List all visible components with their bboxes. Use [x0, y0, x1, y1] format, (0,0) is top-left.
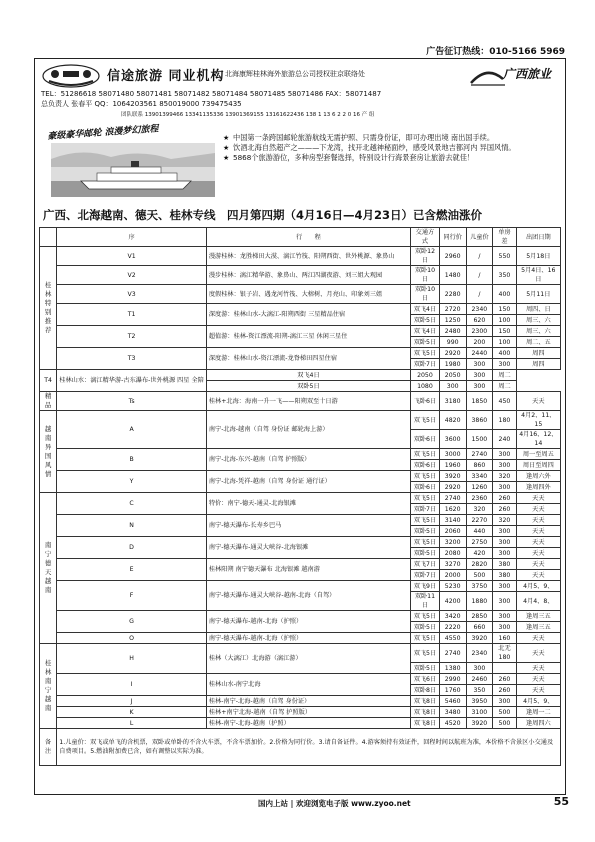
column-header: 出团日期 — [516, 228, 560, 247]
single-supplement-cell: 380 — [493, 570, 516, 581]
single-supplement-cell: 300 — [493, 526, 516, 537]
route-cell: 桂林-南宁-北海-越南（自驾 身份证） — [206, 696, 410, 707]
column-header: 同行价 — [439, 228, 466, 247]
code-cell: F — [57, 581, 207, 611]
transport-cell: 双飞5日 — [411, 471, 440, 482]
cruise-banner — [35, 124, 565, 203]
price-cell: 4200 — [439, 592, 466, 611]
table-row — [40, 515, 561, 526]
departure-date-cell: 天天 — [516, 633, 560, 644]
child-price-cell: 2360 — [466, 493, 493, 504]
route-cell: 桂林（大漓江）北海游（漓江游） — [206, 644, 410, 674]
price-cell: 2220 — [439, 622, 466, 633]
route-cell: 桂林山水：漓江精华游-古东瀑布-世外桃源 四星 全陪 — [57, 370, 207, 392]
price-cell: 3270 — [439, 559, 466, 570]
departure-date-cell: 天天 — [516, 392, 560, 411]
code-cell: L — [57, 718, 207, 729]
departure-date-cell: 周四 — [516, 348, 560, 359]
price-cell: 3480 — [439, 707, 466, 718]
single-supplement-cell: 300 — [493, 696, 516, 707]
route-cell: 桂林阳朔 南宁德天瀑布 北海银滩 越南游 — [206, 559, 410, 581]
route-cell: 桂林-南宁-北海-越南（护照） — [206, 718, 410, 729]
single-supplement-cell: 320 — [493, 471, 516, 482]
price-cell: 2000 — [439, 570, 466, 581]
code-cell: O — [57, 633, 207, 644]
table-body — [40, 247, 561, 729]
departure-date-cell: 逢周三五 — [516, 622, 560, 633]
child-price-cell: 2050 — [439, 370, 466, 381]
transport-cell: 双飞8日 — [411, 707, 440, 718]
table-row — [40, 411, 561, 430]
price-cell: 1960 — [439, 460, 466, 471]
child-price-cell: 3340 — [466, 471, 493, 482]
transport-cell: 双卧12日 — [411, 247, 440, 266]
price-cell: 2920 — [439, 482, 466, 493]
column-header: 序 — [57, 228, 207, 247]
transport-cell: 双卧5日 — [411, 526, 440, 537]
transport-cell: 双卧5日 — [411, 337, 440, 348]
child-price-cell: 200 — [466, 337, 493, 348]
price-cell: 1620 — [439, 504, 466, 515]
departure-date-cell: 周二 — [493, 381, 516, 392]
banner-bullets — [223, 133, 559, 163]
code-cell: B — [57, 449, 207, 471]
transport-cell: 双卧5日 — [411, 663, 440, 674]
departure-date-cell: 4月4、8、 — [516, 592, 560, 611]
single-supplement-cell: 260 — [493, 674, 516, 685]
transport-cell: 双卧10日 — [411, 266, 440, 285]
transport-cell: 双卧8日 — [411, 685, 440, 696]
guangxi-travel-logo-text: 广西旅业 — [503, 67, 552, 81]
price-cell: 2080 — [439, 548, 466, 559]
price-cell: 1080 — [411, 381, 440, 392]
departure-date-cell: 5月4日、16日 — [516, 266, 560, 285]
note-label: 备注 — [40, 729, 57, 766]
code-cell: N — [57, 515, 207, 537]
departure-date-cell: 天天 — [516, 663, 560, 674]
child-price-cell: / — [466, 285, 493, 304]
price-cell: 2960 — [439, 247, 466, 266]
table-row — [40, 696, 561, 707]
code-cell: J — [57, 696, 207, 707]
route-cell: 南宁-德天瀑布-通灵大峡谷-越南-北海（自驾） — [206, 581, 410, 611]
child-price-cell: 2820 — [466, 559, 493, 570]
single-supplement-cell: 350 — [493, 266, 516, 285]
departure-date-cell: 4月2、11、15 — [516, 411, 560, 430]
route-cell: 桂林山水-南宁北海 — [206, 674, 410, 696]
departure-date-cell: 天天 — [516, 515, 560, 526]
departure-date-cell: 逢周三五 — [516, 611, 560, 622]
route-cell: 桂林+南宁北海-越南（自驾 护照版） — [206, 707, 410, 718]
code-cell: T1 — [57, 304, 207, 326]
price-cell: 3140 — [439, 515, 466, 526]
table-row — [40, 581, 561, 592]
departure-date-cell: 天天 — [516, 526, 560, 537]
route-cell: 漫步桂林：漓江精华游、象鼻山、两江四湖夜游、刘三姐大观园 — [206, 266, 410, 285]
transport-cell: 双飞5日 — [411, 644, 440, 663]
note-row — [40, 729, 561, 766]
single-supplement-cell: 300 — [466, 370, 493, 381]
code-cell: D — [57, 537, 207, 559]
transport-cell: 双飞5日 — [411, 611, 440, 622]
table-row — [40, 348, 561, 359]
child-price-cell: 3860 — [466, 411, 493, 430]
departure-date-cell: 4月16、12、14 — [516, 430, 560, 449]
single-supplement-cell: 300 — [493, 581, 516, 592]
xintu-logo-icon — [41, 63, 101, 89]
category-cell: 南宁德天越南 — [40, 493, 57, 644]
transport-cell: 双飞8日 — [411, 696, 440, 707]
departure-date-cell: 周四 — [516, 359, 560, 370]
table-row — [40, 611, 561, 622]
table-row — [40, 718, 561, 729]
route-cell: 南宁-北海-凭祥-越南（自驾 身份证 通行证） — [206, 471, 410, 493]
banner-bullet: ★ 中国第一条跨国邮轮旅游航线无需护照、只需身份证，即可办理出境 南出国手续。 — [223, 133, 559, 143]
code-cell: V2 — [57, 266, 207, 285]
single-supplement-cell: 500 — [493, 718, 516, 729]
banner-bullet: ★ 饮酒北海自然超产之———下龙湾，找开北越神秘面纱，感受风景地吉都河内 异国风情。 — [223, 143, 559, 153]
child-price-cell: 2750 — [466, 537, 493, 548]
departure-date-cell: 逢周四外 — [516, 482, 560, 493]
single-supplement-cell: 300 — [493, 622, 516, 633]
transport-cell: 双卧6日 — [411, 482, 440, 493]
child-price-cell: 660 — [466, 622, 493, 633]
price-cell: 1980 — [439, 359, 466, 370]
code-cell: T2 — [57, 326, 207, 348]
departure-date-cell: 周二 — [493, 370, 516, 381]
single-supplement-cell: 100 — [493, 315, 516, 326]
transport-cell: 双飞4日 — [411, 304, 440, 315]
price-cell: 1480 — [439, 266, 466, 285]
departure-date-cell: 周三、六 — [516, 315, 560, 326]
transport-cell: 双飞5日 — [411, 411, 440, 430]
route-cell: 南宁-德天瀑布-越南-北海（护照） — [206, 611, 410, 633]
child-price-cell: 860 — [466, 460, 493, 471]
single-supplement-cell: 300 — [493, 449, 516, 460]
child-price-cell: 3920 — [466, 633, 493, 644]
category-cell: 桂林特别推荐 — [40, 247, 57, 370]
guangxi-travel-logo — [469, 63, 557, 89]
single-supplement-cell: 300 — [493, 359, 516, 370]
single-supplement-cell: 100 — [493, 337, 516, 348]
table-row — [40, 392, 561, 411]
route-cell: 超值游：桂林-资江漂流-阳朔-漓江三星 休闲三星住 — [206, 326, 410, 348]
transport-cell: 双卧6日 — [411, 460, 440, 471]
child-price-cell: 2460 — [466, 674, 493, 685]
price-cell: 5230 — [439, 581, 466, 592]
table-row — [40, 304, 561, 315]
price-cell: 4520 — [439, 718, 466, 729]
route-cell: 南宁-北海-越南（自驾 身份证 邮轮海上游） — [206, 411, 410, 449]
transport-cell: 双卧5日 — [411, 548, 440, 559]
transport-cell: 双卧10日 — [411, 285, 440, 304]
category-cell: 精品 — [40, 392, 57, 411]
price-cell: 1380 — [439, 663, 466, 674]
child-price-cell: 2850 — [466, 611, 493, 622]
price-cell: 2740 — [439, 644, 466, 663]
child-price-cell: 320 — [466, 504, 493, 515]
child-price-cell: 1880 — [466, 592, 493, 611]
column-header: 行 程 — [206, 228, 410, 247]
child-price-cell: 3100 — [466, 707, 493, 718]
category-cell: 桂林南宁越南 — [40, 644, 57, 729]
footer-text: 国内上站 | 欢迎浏览电子版 www.zyoo.net — [258, 799, 411, 808]
single-supplement-cell: 300 — [493, 482, 516, 493]
departure-date-cell: 天天 — [516, 644, 560, 663]
transport-cell: 双飞5日 — [411, 633, 440, 644]
transport-cell: 双卧7日 — [411, 504, 440, 515]
route-cell: 特价：南宁-德天-通灵-北海银滩 — [206, 493, 410, 515]
transport-cell: 双卧11日 — [411, 592, 440, 611]
code-cell: V3 — [57, 285, 207, 304]
route-cell: 度假桂林：银子岩、遇龙河竹筏、大榕树、月亮山、印象刘三姐 — [206, 285, 410, 304]
child-price-cell: 300 — [466, 663, 493, 674]
contact-phones: TEL：51286618 58071480 58071481 58071482 58071484 58071485 58071486 FAX：58071487 — [41, 90, 382, 98]
transport-cell: 双卧7日 — [411, 359, 440, 370]
departure-date-cell: 4月5、9、 — [516, 581, 560, 592]
departure-date-cell: 4月5、9、 — [516, 696, 560, 707]
route-cell: 深度游：桂林山水-资江漂流-龙脊梯田四星住宿 — [206, 348, 410, 370]
single-supplement-cell: 400 — [493, 285, 516, 304]
route-cell: 南宁-德天瀑布-长寿乡巴马 — [206, 515, 410, 537]
single-supplement-cell: 北无180 — [493, 644, 516, 663]
price-cell: 990 — [439, 337, 466, 348]
departure-date-cell: 周二、五 — [516, 337, 560, 348]
single-supplement-cell: 260 — [493, 504, 516, 515]
code-cell: T3 — [57, 348, 207, 370]
single-supplement-cell: 300 — [493, 611, 516, 622]
contact-mobiles: 团队联系 13901399466 13341135336 13901369155 13161622436 138 1 13 6 2 2 0 16 产 组 — [121, 112, 375, 118]
itinerary-table — [39, 227, 561, 766]
departure-date-cell: 天天 — [516, 559, 560, 570]
transport-cell: 飞卧6日 — [411, 392, 440, 411]
departure-date-cell: 天天 — [516, 685, 560, 696]
table-row — [40, 559, 561, 570]
price-cell: 3600 — [439, 430, 466, 449]
child-price-cell: 1850 — [466, 392, 493, 411]
child-price-cell: 2300 — [466, 326, 493, 337]
departure-date-cell: 周日至周四 — [516, 460, 560, 471]
single-supplement-cell: 260 — [493, 685, 516, 696]
single-supplement-cell: 240 — [493, 430, 516, 449]
page-number: 55 — [553, 795, 569, 808]
departure-date-cell: 天天 — [516, 570, 560, 581]
single-supplement-cell: 300 — [493, 592, 516, 611]
table-row — [40, 644, 561, 663]
transport-cell: 双飞6日 — [411, 674, 440, 685]
single-supplement-cell — [493, 663, 516, 674]
child-price-cell: / — [466, 266, 493, 285]
code-cell: C — [57, 493, 207, 515]
price-cell: 1250 — [439, 315, 466, 326]
brand-subtitle: 北海康辉桂林海外旅游总公司授权驻京联络处 — [225, 70, 365, 78]
single-supplement-cell: 150 — [493, 326, 516, 337]
header — [35, 59, 565, 129]
code-cell: T4 — [40, 370, 57, 392]
departure-date-cell: 周三、六 — [516, 326, 560, 337]
route-cell: 南宁-德天瀑布-通灵大峡谷-北海银滩 — [206, 537, 410, 559]
child-price-cell: 300 — [439, 381, 466, 392]
category-cell: 越南异国风情 — [40, 411, 57, 493]
transport-cell: 双飞5日 — [411, 449, 440, 460]
price-cell: 5460 — [439, 696, 466, 707]
single-supplement-cell: 260 — [493, 493, 516, 504]
single-supplement-cell: 160 — [493, 633, 516, 644]
price-cell: 4820 — [439, 411, 466, 430]
departure-date-cell: 5月11日 — [516, 285, 560, 304]
child-price-cell: 440 — [466, 526, 493, 537]
transport-cell: 双飞8日 — [411, 718, 440, 729]
single-supplement-cell: 300 — [493, 548, 516, 559]
transport-cell: 双飞5日 — [411, 493, 440, 504]
note-text: 1.儿童价：双飞或单飞的含机票，双卧或单卧的不含火车票，不含车票加价。2.价格为同行价。3.请自备证件。4.游客须持有效证件，回程时间以航班为准，本价格不含景区小交通及自费项目。5.燃油附加费已含，如有调整以实际为准。 — [57, 729, 561, 766]
price-cell: 2720 — [439, 304, 466, 315]
price-cell: 2920 — [439, 348, 466, 359]
code-cell: E — [57, 559, 207, 581]
transport-cell: 双卧7日 — [411, 570, 440, 581]
departure-date-cell: 逢周四六 — [516, 718, 560, 729]
table-header-row — [40, 228, 561, 247]
route-cell: 南宁-北海-东兴-越南（自驾 护照版） — [206, 449, 410, 471]
table-row — [40, 493, 561, 504]
price-cell: 3180 — [439, 392, 466, 411]
transport-cell: 双飞5日 — [411, 537, 440, 548]
departure-date-cell: 天天 — [516, 504, 560, 515]
departure-date-cell: 逢周一二 — [516, 707, 560, 718]
price-cell: 1760 — [439, 685, 466, 696]
contact-qq: 总负责人 张春平 QQ：1064203561 850019000 739475435 — [41, 100, 242, 108]
price-cell: 3420 — [439, 611, 466, 622]
departure-date-cell: 周一至周五 — [516, 449, 560, 460]
single-supplement-cell: 300 — [493, 537, 516, 548]
column-header: 儿童价 — [466, 228, 493, 247]
departure-date-cell: 周四、日 — [516, 304, 560, 315]
child-price-cell: 620 — [466, 315, 493, 326]
child-price-cell: / — [466, 247, 493, 266]
price-cell: 2740 — [439, 493, 466, 504]
departure-date-cell: 5月18日 — [516, 247, 560, 266]
single-supplement-cell: 450 — [493, 392, 516, 411]
table-row — [40, 674, 561, 685]
transport-cell: 双飞5日 — [411, 515, 440, 526]
table-row — [40, 266, 561, 285]
column-header: 单房差 — [493, 228, 516, 247]
transport-cell: 双卧5日 — [411, 622, 440, 633]
table-row — [40, 285, 561, 304]
code-cell: Y — [57, 471, 207, 493]
brand-name: 信途旅游 同业机构 — [107, 69, 225, 84]
departure-date-cell: 天天 — [516, 537, 560, 548]
transport-cell: 双飞7日 — [411, 559, 440, 570]
table-row — [40, 471, 561, 482]
price-cell: 4550 — [439, 633, 466, 644]
departure-date-cell: 天天 — [516, 548, 560, 559]
price-cell: 2060 — [439, 526, 466, 537]
route-cell: 桂林+北海：海南一升一飞——阳朔双至十日游 — [206, 392, 410, 411]
departure-date-cell: 天天 — [516, 674, 560, 685]
price-cell: 2280 — [439, 285, 466, 304]
single-supplement-cell: 380 — [493, 559, 516, 570]
single-supplement-cell: 550 — [493, 247, 516, 266]
single-supplement-cell: 320 — [493, 515, 516, 526]
child-price-cell: 3920 — [466, 718, 493, 729]
code-cell: H — [57, 644, 207, 674]
table-row — [40, 449, 561, 460]
child-price-cell: 3750 — [466, 581, 493, 592]
column-header: 交通方式 — [411, 228, 440, 247]
column-header — [40, 228, 57, 247]
advertisement-page — [34, 58, 566, 795]
table-row — [40, 707, 561, 718]
price-cell: 3000 — [439, 449, 466, 460]
price-cell: 3920 — [439, 471, 466, 482]
child-price-cell: 2340 — [466, 644, 493, 663]
table-row — [40, 633, 561, 644]
price-cell: 2050 — [411, 370, 440, 381]
transport-cell: 双飞5日 — [411, 348, 440, 359]
single-supplement-cell: 500 — [493, 707, 516, 718]
transport-cell: 双飞4日 — [206, 370, 410, 381]
route-cell: 漫游桂林：龙胜梯田大漠、漓江竹筏、阳朔西街、世外桃源、象鼻山 — [206, 247, 410, 266]
departure-date-cell: 天天 — [516, 493, 560, 504]
price-cell: 3200 — [439, 537, 466, 548]
child-price-cell: 2340 — [466, 304, 493, 315]
page-title: 广西、北海越南、德天、桂林专线 四月第四期（4月16日—4月23日）已含燃油涨价 — [43, 208, 483, 222]
cruise-ship-image — [51, 143, 215, 197]
child-price-cell: 1260 — [466, 482, 493, 493]
code-cell: K — [57, 707, 207, 718]
departure-date-cell: 逢周六外 — [516, 471, 560, 482]
single-supplement-cell: 180 — [493, 411, 516, 430]
transport-cell: 双卧5日 — [206, 381, 410, 392]
code-cell: V1 — [57, 247, 207, 266]
code-cell: Ts — [57, 392, 207, 411]
child-price-cell: 3950 — [466, 696, 493, 707]
child-price-cell: 300 — [466, 359, 493, 370]
transport-cell: 双飞4日 — [411, 326, 440, 337]
price-cell: 2480 — [439, 326, 466, 337]
child-price-cell: 420 — [466, 548, 493, 559]
transport-cell: 双飞9日 — [411, 581, 440, 592]
single-supplement-cell: 300 — [493, 460, 516, 471]
child-price-cell: 2740 — [466, 449, 493, 460]
transport-cell: 双卧6日 — [411, 430, 440, 449]
table-row — [40, 370, 561, 381]
code-cell: G — [57, 611, 207, 633]
ad-hotline: 广告征订热线：010-5166 5969 — [426, 47, 565, 57]
child-price-cell: 2270 — [466, 515, 493, 526]
child-price-cell: 1500 — [466, 430, 493, 449]
price-cell: 2990 — [439, 674, 466, 685]
route-cell: 南宁-德天瀑布-越南-北海（护照） — [206, 633, 410, 644]
transport-cell: 双卧5日 — [411, 315, 440, 326]
code-cell: I — [57, 674, 207, 696]
single-supplement-cell: 300 — [466, 381, 493, 392]
banner-bullet: ★ 5868个旅游游位，多种房型套餐选择，特别设计行海景套房让旅游去就佳！ — [223, 153, 559, 163]
code-cell: A — [57, 411, 207, 449]
table-row — [40, 537, 561, 548]
table-row — [40, 247, 561, 266]
child-price-cell: 350 — [466, 685, 493, 696]
child-price-cell: 500 — [466, 570, 493, 581]
banner-slogan: 豪级豪华邮轮 浪漫梦幻旅程 — [47, 124, 159, 142]
child-price-cell: 2440 — [466, 348, 493, 359]
route-cell: 深度游：桂林山水-大漓江-阳朔西街 三星精品住宿 — [206, 304, 410, 326]
single-supplement-cell: 400 — [493, 348, 516, 359]
table-row — [40, 326, 561, 337]
single-supplement-cell: 150 — [493, 304, 516, 315]
